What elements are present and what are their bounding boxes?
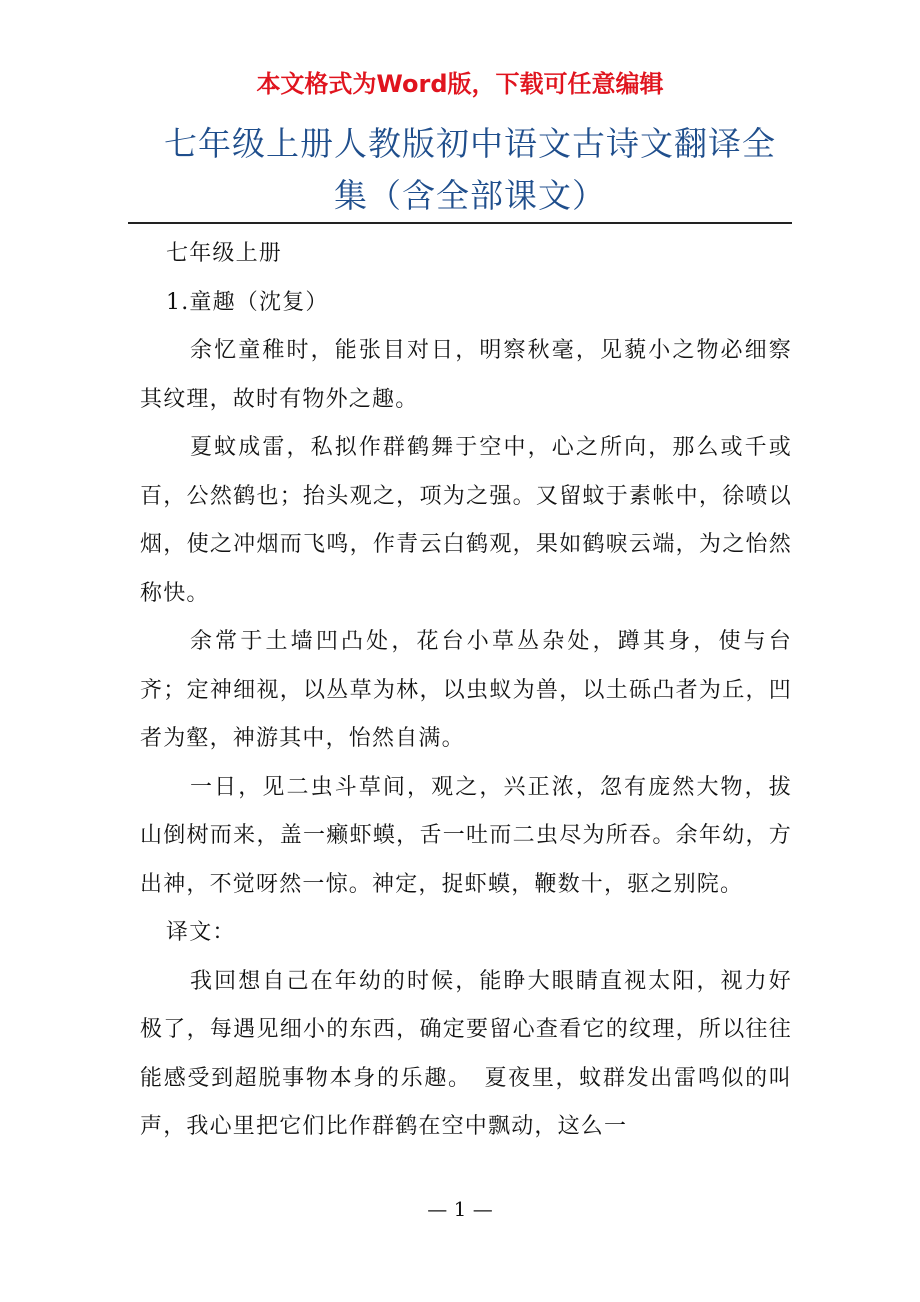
title-divider bbox=[128, 222, 792, 224]
grade-heading: 七年级上册 bbox=[166, 241, 283, 266]
document-title bbox=[120, 118, 820, 222]
paragraph: 一日，见二虫斗草间，观之，兴正浓，忽有庞然大物，拔山倒树而来，盖一癞虾蟆，舌一吐而二虫尽为所吞。余年幼，方出神，不觉呀然一惊。神定，捉虾蟆，鞭数十，驱之别院。 bbox=[140, 774, 792, 897]
format-notice: 本文格式为Word版，下载可任意编辑 bbox=[256, 70, 664, 98]
translation-label: 译文： bbox=[166, 920, 236, 945]
document-title-line-1: 七年级上册人教版初中语文古诗文翻译全 bbox=[164, 124, 776, 163]
document-title-line-2: 集（含全部课文） bbox=[334, 176, 606, 215]
paragraph: 余忆童稚时，能张目对日，明察秋毫，见藐小之物必细察其纹理，故时有物外之趣。 bbox=[140, 338, 792, 412]
translation-paragraph: 我回想自己在年幼的时候，能睁大眼睛直视太阳，视力好极了，每遇见细小的东西，确定要留心查看它的纹理，所以往往能感受到超脱事物本身的乐趣。 夏夜里，蚊群发出雷鸣似的叫声，我心里把它们比作群鹤在空中飘动，这么一 bbox=[140, 968, 792, 1139]
paragraph: 余常于土墙凹凸处，花台小草丛杂处，蹲其身，使与台齐；定神细视，以丛草为林，以虫蚁为兽，以土砾凸者为丘，凹者为壑，神游其中，怡然自满。 bbox=[140, 629, 792, 751]
paragraph: 夏蚊成雷，私拟作群鹤舞于空中，心之所向，那么或千或百，公然鹤也；抬头观之，项为之强。又留蚊于素帐中，徐喷以烟，使之冲烟而飞鸣，作青云白鹤观，果如鹤唳云端，为之怡然称快。 bbox=[140, 435, 792, 606]
page-number: — 1 — bbox=[427, 1197, 493, 1221]
lesson-title: 1.童趣（沈复） bbox=[166, 289, 329, 315]
document-body bbox=[140, 230, 792, 1152]
